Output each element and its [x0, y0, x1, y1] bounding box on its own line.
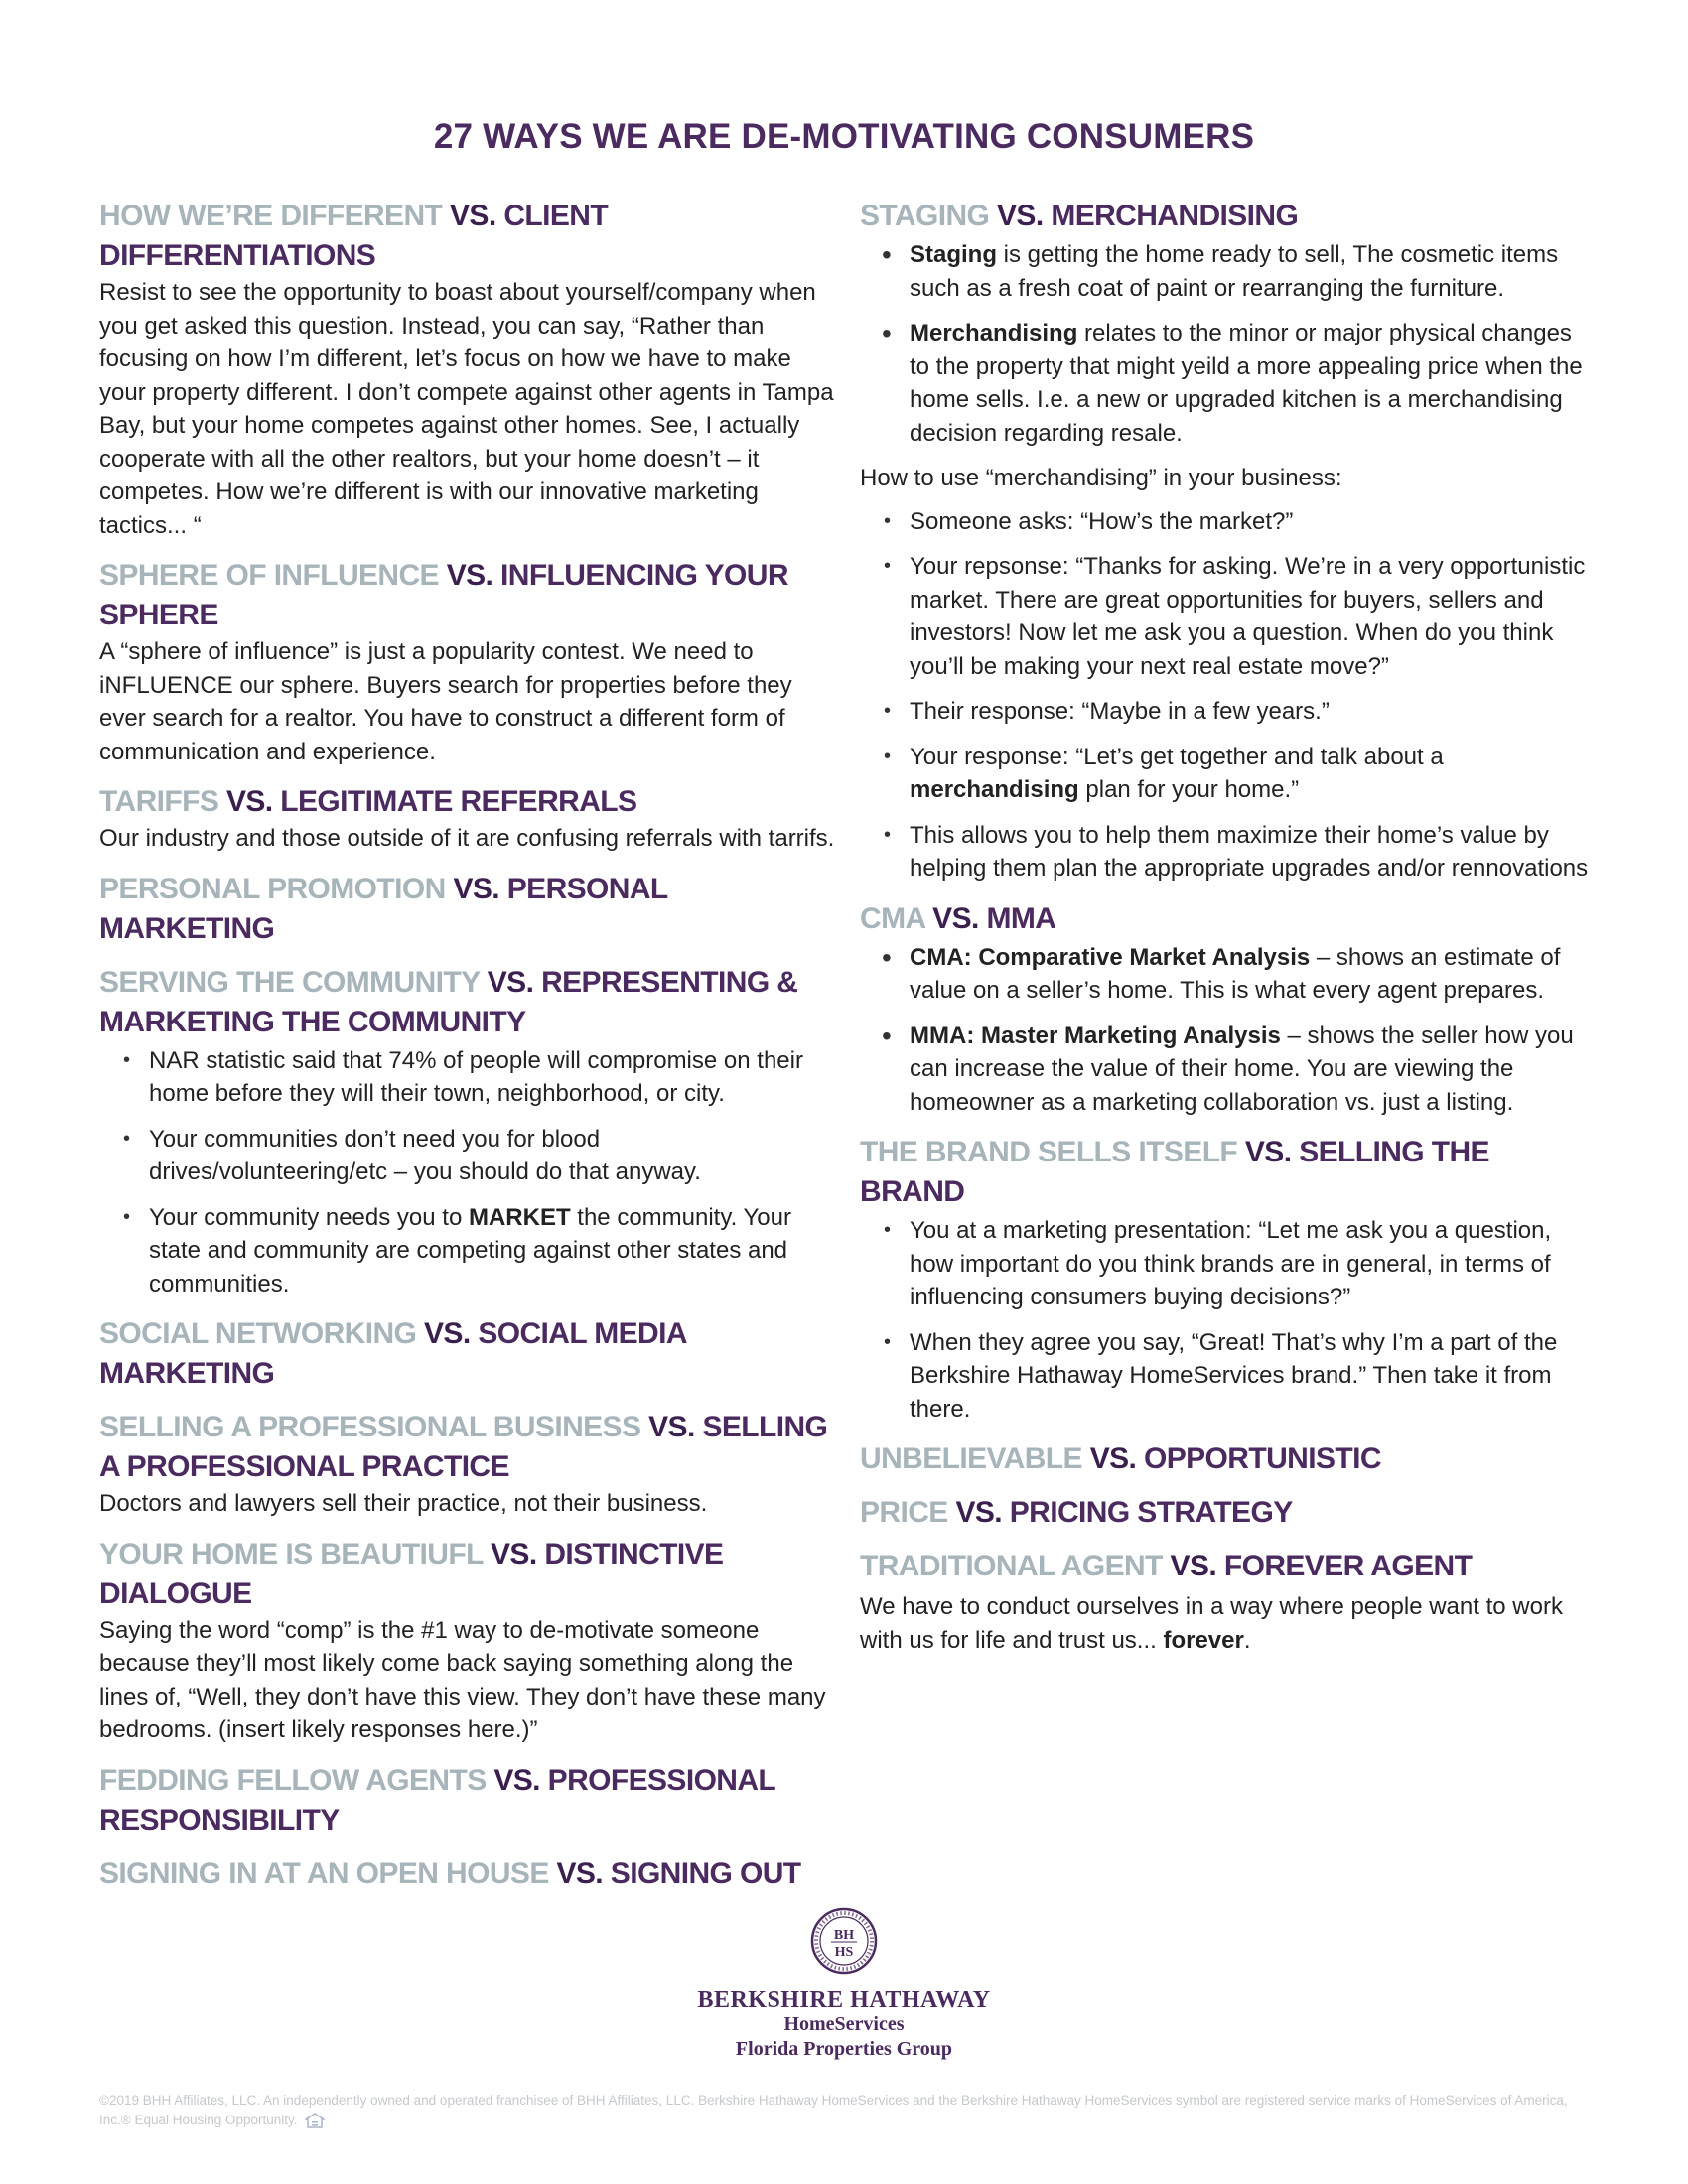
bullet-list [860, 1214, 1595, 1426]
item-bold-text: CMA: Comparative Market Analysis [910, 943, 1311, 971]
section-heading [99, 1314, 839, 1394]
heading-old-term: SELLING A PROFESSIONAL BUSINESS [99, 1411, 641, 1443]
list-item: • You at a marketing presentation: “Let me ask you a question, how important do you think brands are in general, in terms of influencing consumers buying decisions?” [910, 1214, 1595, 1314]
brand-logo [596, 1906, 1092, 2063]
section-opportunistic [860, 1439, 1595, 1479]
list-item: • Your repsonse: “Thanks for asking. We’re in a very opportunistic market. There are great opportunities for buyers, sellers and investors! Now let me ask you a question. When do you think you’ll be making your next real estate move?” [910, 550, 1595, 683]
section-legitimate-referrals [99, 782, 839, 856]
item-text: – shows the seller how you can increase the value of their home. You are viewing the homeowner as a marketing collaboration vs. just a listing. [910, 1022, 1574, 1116]
list-item [910, 238, 1595, 305]
heading-new-term: CLIENT DIFFERENTIATIONS [99, 200, 609, 272]
heading-old-term: STAGING [860, 200, 990, 232]
paragraph-text: . [1243, 1626, 1251, 1654]
heading-vs: VS. [450, 200, 496, 232]
bullet-list [99, 1044, 839, 1301]
heading-new-term: OPPORTUNISTIC [1144, 1442, 1381, 1475]
item-bold-text: MARKET [468, 1203, 571, 1231]
page-title: 27 WAYS WE ARE DE-MOTIVATING CONSUMERS [433, 117, 1255, 156]
heading-old-term: PRICE [860, 1496, 948, 1529]
section-merchandising [860, 197, 1595, 886]
section-heading [99, 963, 839, 1042]
list-item [910, 941, 1595, 1008]
item-text: Your response: “Let’s get together and talk about a [910, 743, 1444, 770]
section-paragraph: Resist to see the opportunity to boast about yourself/company when you get asked this question. Instead, you can say, “Rather than focusing on how I’m different, let’s focus on how we have to make your property different. I don’t compete against other agents in Tampa Bay, but your home competes against other homes. See, I actually cooperate with all the other realtors, but your home doesn’t – it competes. How we’re different is with our innovative marketing tactics... “ [99, 279, 834, 539]
logo-company-name: BERKSHIRE HATHAWAY [697, 1987, 991, 2013]
heading-old-term: HOW WE’RE DIFFERENT [99, 200, 443, 232]
section-heading [99, 1535, 839, 1614]
heading-vs: VS. [225, 785, 273, 818]
left-column [99, 197, 839, 1908]
paragraph-text: We have to conduct ourselves in a way where people want to work with us for life and trust us... [860, 1593, 1563, 1654]
section-paragraph: Our industry and those outside of it are confusing referrals with tarrifs. [99, 825, 835, 852]
list-item: • NAR statistic said that 74% of people will compromise on their home before they will their town, neighborhood, or city. [149, 1044, 839, 1111]
heading-new-term: SELLING THE BRAND [860, 1136, 1489, 1208]
heading-vs: VS. [491, 1537, 537, 1570]
heading-old-term: PERSONAL PROMOTION [99, 872, 446, 905]
item-text: the community. Your state and community are competing against other states and communities. [149, 1203, 791, 1297]
heading-vs: VS. [648, 1411, 695, 1443]
section-paragraph: A “sphere of influence” is just a popularity contest. We need to iNFLUENCE our sphere. Buyers search for properties before they ever search for a realtor. You have to construct a different form of communication and experience. [99, 638, 792, 765]
heading-old-term: THE BRAND SELLS ITSELF [860, 1136, 1238, 1168]
item-bold-text: Merchandising [910, 320, 1078, 346]
list-item: • When they agree you say, “Great! That’s why I’m a part of the Berkshire Hathaway HomeServices brand.” Then take it from there. [910, 1326, 1595, 1427]
list-item: • This allows you to help them maximize their home’s value by helping them plan the appropriate upgrades and/or rennovations [910, 819, 1595, 886]
section-heading [99, 1854, 839, 1894]
heading-old-term: SIGNING IN AT AN OPEN HOUSE [99, 1856, 549, 1890]
section-heading [860, 899, 1595, 939]
heading-vs: VS. [556, 1856, 604, 1890]
equal-housing-icon [305, 2113, 325, 2128]
heading-vs: VS. [1170, 1550, 1217, 1582]
section-paragraph: Saying the word “comp” is the #1 way to de-motivate someone because they’ll most likely come back saying something along the lines of, “Well, they don’t have this view. They don’t have these many bedrooms. (insert likely responses here.)” [99, 1616, 826, 1743]
section-mma [860, 899, 1595, 1120]
bullet-list [860, 941, 1595, 1120]
heading-vs: VS. [932, 901, 979, 935]
heading-new-term: SIGNING OUT [610, 1856, 801, 1890]
section-paragraph [860, 1590, 1595, 1657]
heading-vs: VS. [446, 559, 493, 592]
section-heading [99, 782, 839, 822]
footer-text: ©2019 BHH Affiliates, LLC. An independently owned and operated franchisee of BHH Affiliates, LLC. Berkshire Hathaway HomeServices and the Berkshire Hathaway HomeServices symbol are registered service marks of HomeServices of America, Inc.® Equal Housing Opportunity. [99, 2093, 1568, 2127]
heading-old-term: TARIFFS [99, 785, 219, 818]
heading-vs: VS. [1244, 1136, 1292, 1168]
list-item [910, 317, 1595, 450]
bullet-list [860, 505, 1595, 886]
section-forever-agent [860, 1547, 1595, 1657]
logo-division-name: HomeServices [783, 2013, 905, 2035]
item-bold-text: Staging [910, 241, 997, 268]
heading-vs: VS. [493, 1763, 540, 1797]
svg-text:BH: BH [833, 1928, 855, 1943]
heading-new-term: SOCIAL MEDIA MARKETING [99, 1317, 686, 1390]
section-paragraph: Doctors and lawyers sell their practice, not their business. [99, 1490, 708, 1517]
section-heading [99, 870, 839, 949]
section-pricing-strategy [860, 1493, 1595, 1533]
heading-old-term: YOUR HOME IS BEAUTIUFL [99, 1537, 484, 1570]
item-text: – shows an estimate of value on a seller’s home. This is what every agent prepares. [910, 943, 1561, 1004]
section-heading [99, 197, 839, 276]
section-selling-the-brand [860, 1133, 1595, 1426]
right-column [860, 197, 1595, 1671]
section-marketing-community [99, 963, 839, 1301]
list-item: • Your communities don’t need you for blood drives/volunteering/etc – you should do that anyway. [149, 1123, 839, 1189]
heading-old-term: UNBELIEVABLE [860, 1442, 1082, 1475]
heading-vs: VS. [1089, 1442, 1137, 1475]
section-heading [99, 1408, 839, 1487]
section-signing-out [99, 1854, 839, 1894]
heading-old-term: SPHERE OF INFLUENCE [99, 559, 439, 592]
heading-vs: VS. [487, 965, 534, 999]
svg-text:HS: HS [834, 1945, 854, 1960]
heading-new-term: PRICING STRATEGY [1009, 1496, 1293, 1529]
heading-vs: VS. [955, 1496, 1002, 1529]
section-social-media-marketing [99, 1314, 839, 1394]
heading-new-term: MMA [986, 901, 1056, 935]
bhhs-seal-icon [809, 1906, 879, 1976]
heading-new-term: SELLING A PROFESSIONAL PRACTICE [99, 1411, 828, 1483]
heading-new-term: PERSONAL MARKETING [99, 872, 668, 945]
section-heading [860, 1547, 1595, 1586]
section-personal-marketing [99, 870, 839, 949]
section-heading [99, 1761, 839, 1841]
item-text: Your community needs you to [149, 1203, 469, 1231]
list-item: • Their response: “Maybe in a few years.” [910, 695, 1595, 729]
section-professional-practice [99, 1408, 839, 1521]
heading-new-term: DISTINCTIVE DIALOGUE [99, 1537, 724, 1610]
section-client-differentiations [99, 197, 839, 542]
heading-new-term: REPRESENTING & MARKETING THE COMMUNITY [99, 965, 798, 1038]
section-paragraph: How to use “merchandising” in your business: [860, 465, 1342, 491]
section-professional-responsibility [99, 1761, 839, 1841]
bullet-list [860, 238, 1595, 450]
heading-old-term: TRADITIONAL AGENT [860, 1550, 1163, 1582]
heading-old-term: SOCIAL NETWORKING [99, 1317, 417, 1350]
heading-new-term: LEGITIMATE REFERRALS [280, 785, 637, 818]
section-heading [860, 1439, 1595, 1479]
section-heading [860, 1133, 1595, 1212]
item-bold-text: merchandising [910, 776, 1079, 803]
section-influencing-sphere [99, 556, 839, 768]
list-item [910, 741, 1595, 807]
item-text: relates to the minor or major physical changes to the property that might yeild a more appealing price when the home sells. I.e. a new or upgraded kitchen is a merchandising decision regarding resale. [910, 320, 1583, 447]
list-item: • Someone asks: “How’s the market?” [910, 505, 1595, 539]
heading-vs: VS. [424, 1317, 471, 1350]
item-text: is getting the home ready to sell, The cosmetic items such as a fresh coat of paint or rearranging the furniture. [910, 241, 1559, 302]
heading-new-term: PROFESSIONAL RESPONSIBILITY [99, 1763, 775, 1837]
section-heading [860, 197, 1595, 236]
section-heading [99, 556, 839, 635]
item-text: plan for your home.” [1078, 776, 1300, 803]
list-item [910, 1020, 1595, 1120]
logo-office-name: Florida Properties Group [735, 2038, 953, 2060]
section-distinctive-dialogue [99, 1535, 839, 1747]
heading-new-term: MERCHANDISING [1051, 200, 1299, 232]
heading-old-term: CMA [860, 901, 925, 935]
heading-new-term: FOREVER AGENT [1223, 1550, 1473, 1582]
legal-footer [99, 2091, 1579, 2130]
heading-old-term: FEDDING FELLOW AGENTS [99, 1763, 487, 1797]
list-item [149, 1201, 839, 1301]
item-bold-text: MMA: Master Marketing Analysis [910, 1022, 1281, 1049]
paragraph-bold-text: forever [1163, 1626, 1244, 1654]
heading-vs: VS. [997, 200, 1044, 232]
heading-vs: VS. [453, 872, 499, 905]
heading-old-term: SERVING THE COMMUNITY [99, 965, 480, 999]
section-heading [860, 1493, 1595, 1533]
heading-new-term: INFLUENCING YOUR SPHERE [99, 559, 788, 631]
